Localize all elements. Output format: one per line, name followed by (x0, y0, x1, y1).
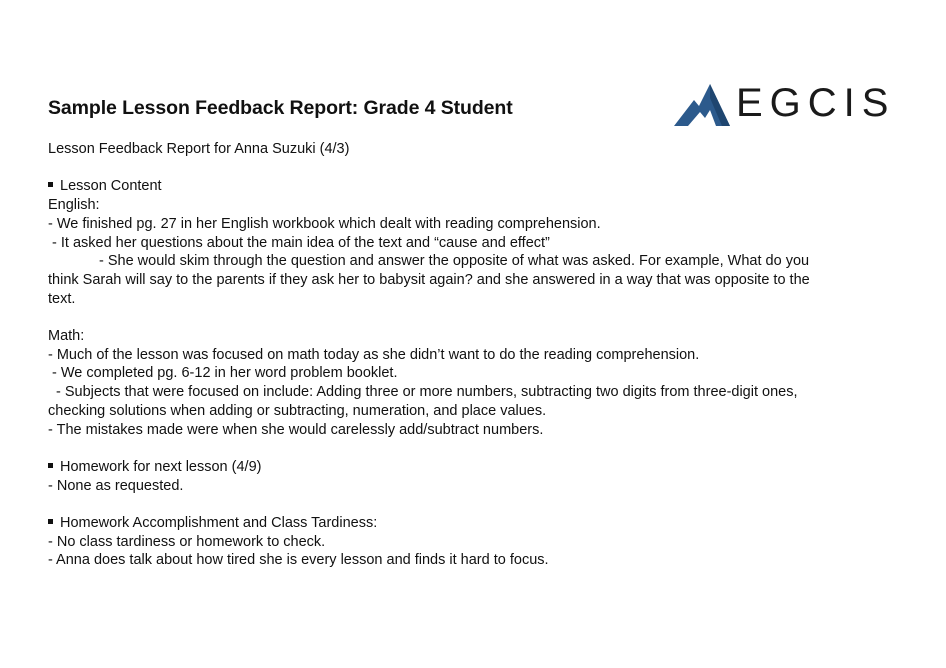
square-bullet-icon (48, 519, 53, 524)
math-line: - We completed pg. 6-12 in her word problem booklet. (52, 365, 398, 382)
english-line: - It asked her questions about the main idea of the text and “cause and effect” (52, 234, 550, 251)
egcis-logo (672, 80, 902, 128)
english-line: - She would skim through the question and answer the opposite of what was asked. For example, What do you (99, 253, 810, 270)
english-line: think Sarah will say to the parents if they ask her to babysit again? and she answered in a way that was opposite to the (48, 271, 810, 288)
section-heading-text: Homework for next lesson (4/9) (60, 458, 262, 475)
english-label: English: (48, 197, 100, 214)
math-line: - Much of the lesson was focused on math today as she didn’t want to do the reading comprehension. (48, 346, 700, 363)
document-title: Sample Lesson Feedback Report: Grade 4 Student (48, 97, 513, 119)
spacer (48, 308, 898, 327)
section-heading-text: Homework Accomplishment and Class Tardiness: (60, 515, 378, 531)
accomplishment-line: - Anna does talk about how tired she is every lesson and finds it hard to focus. (48, 552, 549, 569)
spacer (48, 495, 898, 514)
section-heading-accomplishment (48, 514, 898, 533)
section-heading-text: Lesson Content (60, 178, 162, 195)
report-subtitle: Lesson Feedback Report for Anna Suzuki (4/3) (48, 141, 350, 157)
math-line: - The mistakes made were when she would carelessly add/subtract numbers. (48, 421, 544, 438)
math-line: checking solutions when adding or subtracting, numeration, and place values. (48, 402, 547, 419)
logo-wordmark: EGCIS (736, 81, 896, 125)
report-body (48, 140, 898, 570)
accomplishment-line: - No class tardiness or homework to check. (48, 533, 326, 550)
section-heading-lesson-content (48, 177, 898, 196)
square-bullet-icon (48, 463, 53, 468)
homework-line: - None as requested. (48, 477, 184, 494)
english-line: text. (48, 290, 76, 307)
section-heading-homework (48, 458, 898, 477)
math-line: - Subjects that were focused on include: Adding three or more numbers, subtracting two digits from three-digit ones, (56, 384, 798, 401)
spacer (48, 159, 898, 178)
mountain-logo-icon (672, 80, 732, 128)
math-label: Math: (48, 328, 85, 344)
english-line: - We finished pg. 27 in her English workbook which dealt with reading comprehension. (48, 215, 601, 232)
spacer (48, 439, 898, 458)
square-bullet-icon (48, 182, 53, 187)
